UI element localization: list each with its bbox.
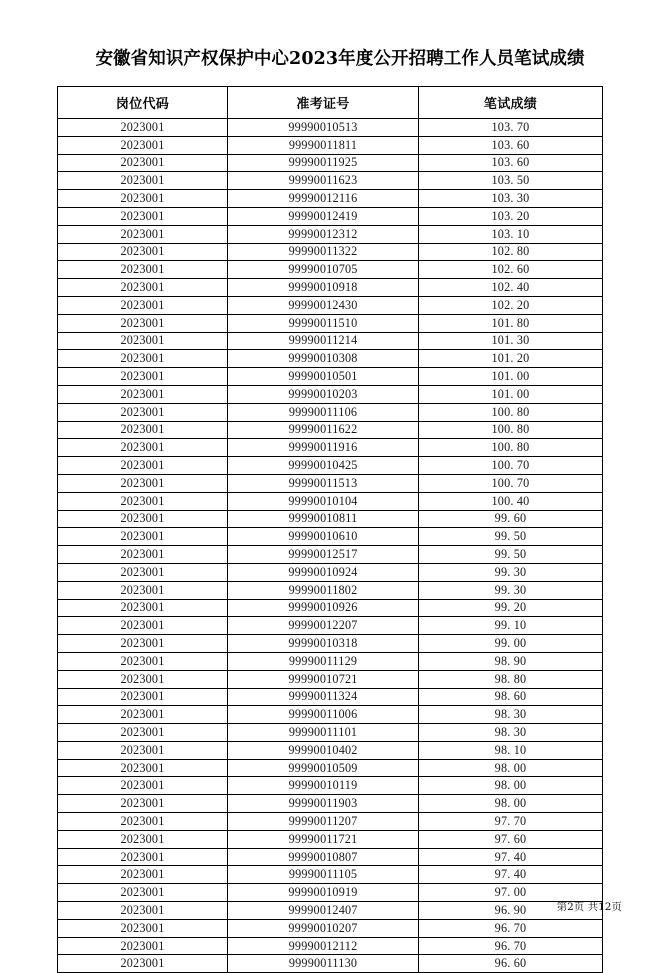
cell-written-score: 98. 00 — [419, 759, 603, 777]
cell-job-code: 2023001 — [58, 813, 228, 831]
table-row — [58, 652, 603, 670]
cell-written-score: 100. 80 — [419, 403, 603, 421]
cell-ticket-no: 99990010402 — [228, 741, 419, 759]
table-row — [58, 599, 603, 617]
cell-job-code: 2023001 — [58, 777, 228, 795]
cell-written-score: 99. 30 — [419, 563, 603, 581]
cell-job-code: 2023001 — [58, 243, 228, 261]
cell-job-code: 2023001 — [58, 955, 228, 973]
cell-job-code: 2023001 — [58, 296, 228, 314]
table-row — [58, 884, 603, 902]
cell-job-code: 2023001 — [58, 314, 228, 332]
cell-ticket-no: 99990011916 — [228, 439, 419, 457]
cell-job-code: 2023001 — [58, 119, 228, 137]
cell-ticket-no: 99990011105 — [228, 866, 419, 884]
cell-job-code: 2023001 — [58, 279, 228, 297]
cell-job-code: 2023001 — [58, 225, 228, 243]
cell-ticket-no: 99990010203 — [228, 385, 419, 403]
table-row — [58, 368, 603, 386]
cell-job-code: 2023001 — [58, 261, 228, 279]
page-title: 安徽省知识产权保护中心2023年度公开招聘工作人员笔试成绩 — [95, 49, 585, 69]
table-row — [58, 919, 603, 937]
table-header — [58, 87, 603, 119]
cell-ticket-no: 99990011207 — [228, 813, 419, 831]
cell-ticket-no: 99990012207 — [228, 617, 419, 635]
cell-job-code: 2023001 — [58, 474, 228, 492]
cell-job-code: 2023001 — [58, 492, 228, 510]
cell-written-score: 96. 60 — [419, 955, 603, 973]
cell-job-code: 2023001 — [58, 332, 228, 350]
column-header-written-score: 笔试成绩 — [419, 87, 603, 119]
cell-ticket-no: 99990012419 — [228, 207, 419, 225]
cell-ticket-no: 99990011622 — [228, 421, 419, 439]
cell-ticket-no: 99990011129 — [228, 652, 419, 670]
cell-written-score: 102. 40 — [419, 279, 603, 297]
table-row — [58, 617, 603, 635]
table-row — [58, 563, 603, 581]
table-row — [58, 848, 603, 866]
cell-job-code: 2023001 — [58, 830, 228, 848]
table-row — [58, 457, 603, 475]
cell-written-score: 103. 20 — [419, 207, 603, 225]
cell-written-score: 97. 00 — [419, 884, 603, 902]
cell-job-code: 2023001 — [58, 439, 228, 457]
table-row — [58, 528, 603, 546]
table-row — [58, 741, 603, 759]
cell-written-score: 103. 50 — [419, 172, 603, 190]
table-row — [58, 724, 603, 742]
cell-written-score: 98. 30 — [419, 706, 603, 724]
cell-written-score: 98. 60 — [419, 688, 603, 706]
cell-ticket-no: 99990010926 — [228, 599, 419, 617]
cell-ticket-no: 99990011811 — [228, 136, 419, 154]
table-row — [58, 777, 603, 795]
cell-ticket-no: 99990011130 — [228, 955, 419, 973]
cell-job-code: 2023001 — [58, 884, 228, 902]
table-row — [58, 510, 603, 528]
cell-written-score: 99. 10 — [419, 617, 603, 635]
table-row — [58, 937, 603, 955]
table-header-row — [58, 87, 603, 119]
cell-written-score: 98. 10 — [419, 741, 603, 759]
cell-written-score: 99. 60 — [419, 510, 603, 528]
table-row — [58, 492, 603, 510]
cell-ticket-no: 99990011322 — [228, 243, 419, 261]
cell-ticket-no: 99990010924 — [228, 563, 419, 581]
cell-written-score: 99. 00 — [419, 635, 603, 653]
cell-job-code: 2023001 — [58, 902, 228, 920]
table-row — [58, 688, 603, 706]
table-body — [58, 119, 603, 973]
cell-written-score: 101. 30 — [419, 332, 603, 350]
table-row — [58, 136, 603, 154]
table-row — [58, 902, 603, 920]
cell-ticket-no: 99990010705 — [228, 261, 419, 279]
cell-job-code: 2023001 — [58, 385, 228, 403]
cell-job-code: 2023001 — [58, 652, 228, 670]
exam-results-table — [57, 86, 603, 973]
cell-written-score: 98. 90 — [419, 652, 603, 670]
cell-ticket-no: 99990010318 — [228, 635, 419, 653]
cell-job-code: 2023001 — [58, 599, 228, 617]
table-row — [58, 385, 603, 403]
cell-job-code: 2023001 — [58, 759, 228, 777]
table-row — [58, 279, 603, 297]
cell-written-score: 96. 70 — [419, 937, 603, 955]
cell-job-code: 2023001 — [58, 937, 228, 955]
cell-job-code: 2023001 — [58, 724, 228, 742]
table-row — [58, 866, 603, 884]
cell-written-score: 97. 70 — [419, 813, 603, 831]
cell-ticket-no: 99990010811 — [228, 510, 419, 528]
cell-written-score: 103. 10 — [419, 225, 603, 243]
cell-written-score: 100. 70 — [419, 457, 603, 475]
cell-written-score: 96. 90 — [419, 902, 603, 920]
cell-written-score: 99. 50 — [419, 546, 603, 564]
cell-job-code: 2023001 — [58, 421, 228, 439]
cell-job-code: 2023001 — [58, 207, 228, 225]
cell-job-code: 2023001 — [58, 706, 228, 724]
cell-ticket-no: 99990010807 — [228, 848, 419, 866]
page-number-footer: 第2页 共12页 — [556, 901, 622, 913]
cell-written-score: 98. 00 — [419, 777, 603, 795]
cell-ticket-no: 99990010513 — [228, 119, 419, 137]
cell-job-code: 2023001 — [58, 510, 228, 528]
cell-written-score: 98. 30 — [419, 724, 603, 742]
table-row — [58, 261, 603, 279]
cell-written-score: 103. 30 — [419, 190, 603, 208]
table-row — [58, 439, 603, 457]
cell-ticket-no: 99990011214 — [228, 332, 419, 350]
cell-job-code: 2023001 — [58, 688, 228, 706]
table-row — [58, 332, 603, 350]
table-row — [58, 403, 603, 421]
cell-ticket-no: 99990012312 — [228, 225, 419, 243]
column-header-job-code: 岗位代码 — [58, 87, 228, 119]
cell-job-code: 2023001 — [58, 848, 228, 866]
cell-ticket-no: 99990010610 — [228, 528, 419, 546]
table-row — [58, 314, 603, 332]
cell-ticket-no: 99990011324 — [228, 688, 419, 706]
table-row — [58, 296, 603, 314]
cell-written-score: 96. 70 — [419, 919, 603, 937]
cell-written-score: 101. 20 — [419, 350, 603, 368]
cell-written-score: 98. 80 — [419, 670, 603, 688]
cell-ticket-no: 99990010721 — [228, 670, 419, 688]
table-row — [58, 546, 603, 564]
cell-written-score: 103. 60 — [419, 154, 603, 172]
table-row — [58, 795, 603, 813]
cell-ticket-no: 99990011006 — [228, 706, 419, 724]
cell-job-code: 2023001 — [58, 136, 228, 154]
cell-ticket-no: 99990011510 — [228, 314, 419, 332]
table-row — [58, 581, 603, 599]
cell-ticket-no: 99990011106 — [228, 403, 419, 421]
cell-job-code: 2023001 — [58, 635, 228, 653]
cell-job-code: 2023001 — [58, 546, 228, 564]
column-header-ticket-no: 准考证号 — [228, 87, 419, 119]
cell-ticket-no: 99990010207 — [228, 919, 419, 937]
cell-written-score: 101. 00 — [419, 368, 603, 386]
cell-ticket-no: 99990011513 — [228, 474, 419, 492]
cell-job-code: 2023001 — [58, 172, 228, 190]
cell-job-code: 2023001 — [58, 741, 228, 759]
cell-ticket-no: 99990010918 — [228, 279, 419, 297]
table-row — [58, 350, 603, 368]
table-row — [58, 955, 603, 973]
cell-ticket-no: 99990012112 — [228, 937, 419, 955]
cell-job-code: 2023001 — [58, 795, 228, 813]
cell-ticket-no: 99990011802 — [228, 581, 419, 599]
cell-job-code: 2023001 — [58, 528, 228, 546]
cell-written-score: 102. 60 — [419, 261, 603, 279]
cell-written-score: 103. 60 — [419, 136, 603, 154]
cell-written-score: 103. 70 — [419, 119, 603, 137]
table-row — [58, 706, 603, 724]
cell-ticket-no: 99990010104 — [228, 492, 419, 510]
cell-ticket-no: 99990010919 — [228, 884, 419, 902]
cell-written-score: 100. 80 — [419, 421, 603, 439]
cell-ticket-no: 99990012116 — [228, 190, 419, 208]
cell-written-score: 102. 80 — [419, 243, 603, 261]
cell-written-score: 99. 20 — [419, 599, 603, 617]
table-row — [58, 207, 603, 225]
cell-written-score: 99. 50 — [419, 528, 603, 546]
cell-ticket-no: 99990012407 — [228, 902, 419, 920]
cell-ticket-no: 99990011721 — [228, 830, 419, 848]
cell-job-code: 2023001 — [58, 919, 228, 937]
cell-ticket-no: 99990010119 — [228, 777, 419, 795]
cell-job-code: 2023001 — [58, 866, 228, 884]
cell-ticket-no: 99990010501 — [228, 368, 419, 386]
cell-ticket-no: 99990010308 — [228, 350, 419, 368]
cell-job-code: 2023001 — [58, 457, 228, 475]
cell-written-score: 100. 70 — [419, 474, 603, 492]
cell-ticket-no: 99990010509 — [228, 759, 419, 777]
cell-written-score: 100. 40 — [419, 492, 603, 510]
cell-written-score: 98. 00 — [419, 795, 603, 813]
table-row — [58, 830, 603, 848]
cell-written-score: 99. 30 — [419, 581, 603, 599]
cell-job-code: 2023001 — [58, 617, 228, 635]
cell-ticket-no: 99990011623 — [228, 172, 419, 190]
table-row — [58, 421, 603, 439]
cell-job-code: 2023001 — [58, 670, 228, 688]
cell-written-score: 101. 00 — [419, 385, 603, 403]
cell-job-code: 2023001 — [58, 154, 228, 172]
table-row — [58, 243, 603, 261]
table-row — [58, 225, 603, 243]
table-row — [58, 813, 603, 831]
cell-ticket-no: 99990011903 — [228, 795, 419, 813]
table-row — [58, 670, 603, 688]
cell-ticket-no: 99990011925 — [228, 154, 419, 172]
cell-written-score: 101. 80 — [419, 314, 603, 332]
cell-job-code: 2023001 — [58, 368, 228, 386]
table-row — [58, 154, 603, 172]
cell-job-code: 2023001 — [58, 190, 228, 208]
table-row — [58, 759, 603, 777]
table-row — [58, 119, 603, 137]
table-row — [58, 474, 603, 492]
cell-job-code: 2023001 — [58, 350, 228, 368]
table-row — [58, 635, 603, 653]
cell-written-score: 97. 40 — [419, 848, 603, 866]
cell-ticket-no: 99990010425 — [228, 457, 419, 475]
cell-written-score: 97. 40 — [419, 866, 603, 884]
cell-job-code: 2023001 — [58, 563, 228, 581]
cell-ticket-no: 99990012430 — [228, 296, 419, 314]
cell-written-score: 97. 60 — [419, 830, 603, 848]
cell-ticket-no: 99990011101 — [228, 724, 419, 742]
cell-written-score: 102. 20 — [419, 296, 603, 314]
cell-job-code: 2023001 — [58, 581, 228, 599]
cell-written-score: 100. 80 — [419, 439, 603, 457]
table-row — [58, 190, 603, 208]
cell-ticket-no: 99990012517 — [228, 546, 419, 564]
cell-job-code: 2023001 — [58, 403, 228, 421]
table-row — [58, 172, 603, 190]
